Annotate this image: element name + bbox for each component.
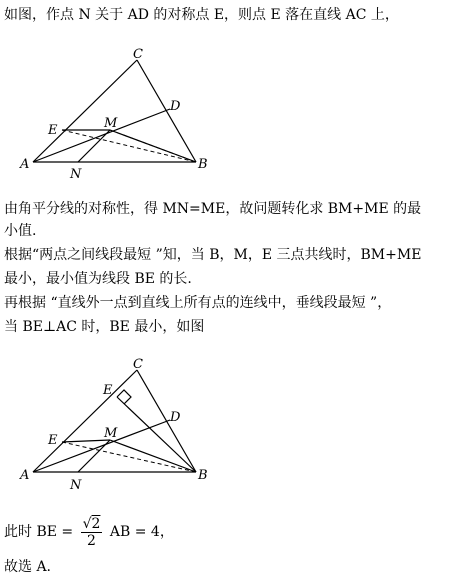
sqrt-icon: √ — [82, 515, 92, 532]
label-E-top: E — [103, 383, 113, 398]
fraction — [81, 516, 103, 549]
label-D: D — [170, 99, 181, 114]
label-B: B — [198, 157, 208, 172]
label-N: N — [70, 167, 82, 182]
text-line-2: 由角平分线的对称性，得 MN=ME，故问题转化求 BM+ME 的最 — [4, 201, 422, 217]
segment-BE-perpendicular — [117, 397, 196, 472]
text-line-5: 最小，最小值为线段 BE 的长. — [4, 271, 192, 287]
text-line-7: 当 BE⊥AC 时，BE 最小，如图 — [4, 319, 205, 335]
label-M: M — [104, 426, 118, 441]
segment-NM — [78, 440, 110, 472]
segment-EM — [62, 440, 110, 442]
label-E: E — [48, 433, 58, 448]
label-N: N — [70, 478, 82, 493]
label-A: A — [20, 468, 30, 483]
sqrt-radicand: 2 — [91, 515, 101, 532]
fraction-numerator — [81, 516, 103, 533]
text-line-3: 小值. — [4, 223, 37, 239]
segment-AC — [33, 60, 137, 162]
label-C: C — [133, 47, 143, 62]
segment-AC — [33, 370, 137, 472]
figure-1 — [0, 40, 230, 185]
label-D: D — [170, 410, 181, 425]
text-line-6: 再根据 “直线外一点到直线上所有点的连线中，垂线段最短 ”， — [4, 295, 392, 311]
label-B: B — [198, 468, 208, 483]
fraction-denominator: 2 — [87, 532, 96, 549]
label-A: A — [20, 157, 30, 172]
figure-2 — [0, 350, 230, 500]
segment-MB — [110, 440, 196, 472]
formula-prefix: 此时 BE = — [4, 524, 74, 540]
right-angle-mark — [117, 390, 131, 404]
label-M: M — [104, 116, 118, 131]
label-C: C — [133, 357, 143, 372]
label-E: E — [48, 123, 58, 138]
text-line-4: 根据“两点之间线段最短 ”知，当 B，M，E 三点共线时，BM+ME — [4, 247, 422, 263]
segment-CB — [137, 60, 196, 162]
formula-suffix: AB = 4， — [109, 524, 174, 540]
text-line-9: 故选 A. — [4, 559, 52, 575]
formula-line — [4, 514, 174, 550]
text-line-1: 如图，作点 N 关于 AD 的对称点 E，则点 E 落在直线 AC 上， — [4, 7, 399, 23]
